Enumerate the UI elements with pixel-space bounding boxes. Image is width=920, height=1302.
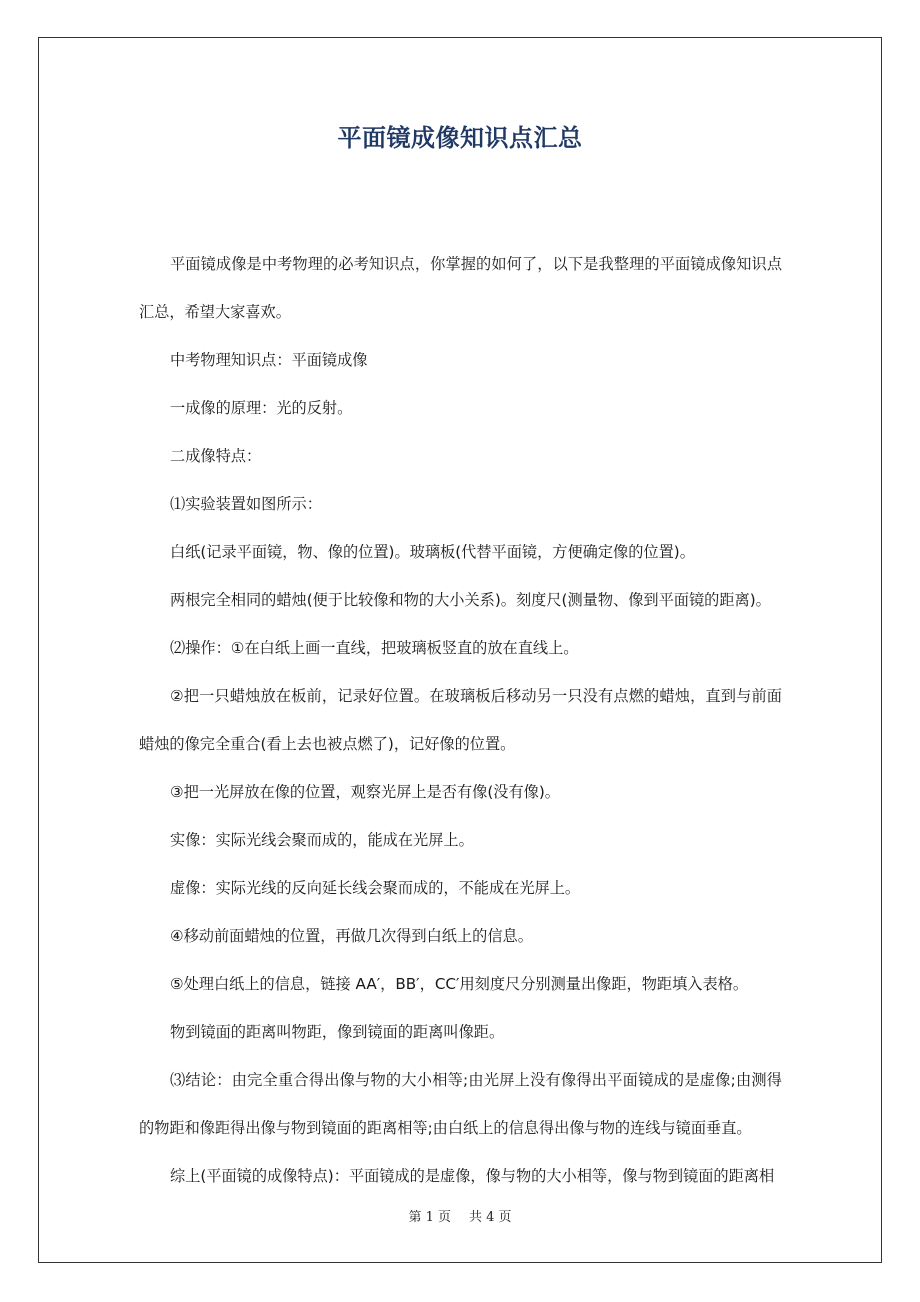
paragraph: ②把一只蜡烛放在板前，记录好位置。在玻璃板后移动另一只没有点燃的蜡烛，直到与前面蜡烛的像完全重合(看上去也被点燃了)，记好像的位置。	[139, 687, 782, 753]
paragraph: ⑴实验装置如图所示：	[170, 495, 322, 513]
paragraph: 白纸(记录平面镜，物、像的位置)。玻璃板(代替平面镜，方便确定像的位置)。	[170, 543, 695, 561]
paragraph: 综上(平面镜的成像特点)：平面镜成的是虚像，像与物的大小相等，像与物到镜面的距离相	[170, 1167, 775, 1185]
paragraph: 二成像特点：	[170, 447, 262, 465]
paragraph: ④移动前面蜡烛的位置，再做几次得到白纸上的信息。	[170, 927, 533, 945]
page-total: 共 4 页	[469, 1210, 512, 1225]
paragraph: 实像：实际光线会聚而成的，能成在光屏上。	[170, 831, 474, 849]
document-title: 平面镜成像知识点汇总	[337, 124, 583, 152]
paragraph: ⑤处理白纸上的信息，链接 AA′，BB′，CC′用刻度尺分别测量出像距，物距填入表格。	[170, 975, 749, 993]
paragraph: 两根完全相同的蜡烛(便于比较像和物的大小关系)。刻度尺(测量物、像到平面镜的距离)。	[170, 591, 771, 609]
page-footer	[0, 1206, 920, 1225]
page-number: 第 1 页	[408, 1210, 451, 1225]
paragraph: ⑵操作：①在白纸上画一直线，把玻璃板竖直的放在直线上。	[170, 639, 579, 657]
paragraph: 一成像的原理：光的反射。	[170, 399, 353, 417]
paragraph: 虚像：实际光线的反向延长线会聚而成的，不能成在光屏上。	[170, 879, 581, 897]
paragraph: 中考物理知识点：平面镜成像	[170, 351, 368, 369]
paragraph: ③把一光屏放在像的位置，观察光屏上是否有像(没有像)。	[170, 783, 560, 801]
paragraph: ⑶结论：由完全重合得出像与物的大小相等;由光屏上没有像得出平面镜成的是虚像;由测得的物距和像距得出像与物到镜面的距离相等;由白纸上的信息得出像与物的连线与镜面垂直。	[139, 1071, 782, 1137]
paragraph: 物到镜面的距离叫物距，像到镜面的距离叫像距。	[170, 1023, 505, 1041]
paragraph: 平面镜成像是中考物理的必考知识点，你掌握的如何了，以下是我整理的平面镜成像知识点汇总，希望大家喜欢。	[139, 255, 782, 321]
document-body	[139, 240, 782, 1200]
